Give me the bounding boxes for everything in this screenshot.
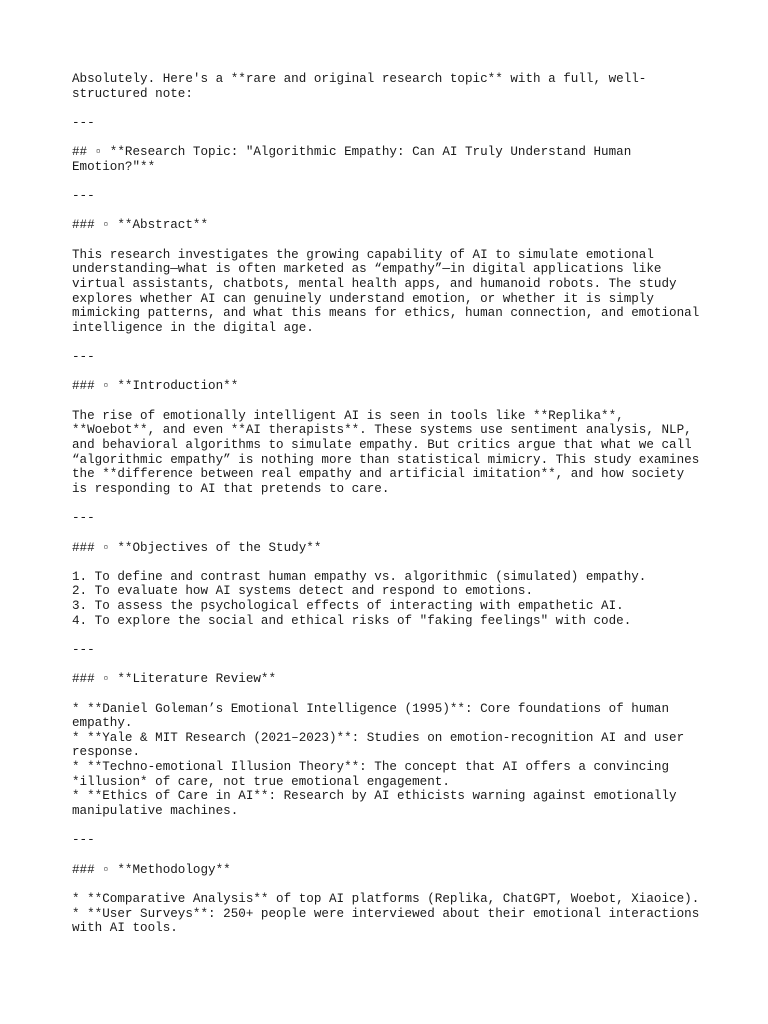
blank-line	[72, 526, 712, 541]
text-line: * **User Surveys**: 250+ people were interviewed about their emotional interactions	[72, 906, 700, 921]
text-line: * **Daniel Goleman’s Emotional Intelligence (1995)**: Core foundations of human	[72, 701, 670, 716]
text-line: ---	[72, 350, 95, 365]
text-line: mimicking patterns, and what this means for ethics, human connection, and emotional	[72, 306, 700, 321]
blank-line	[72, 877, 712, 892]
blank-line	[72, 658, 712, 673]
text-line: 1. To define and contrast human empathy vs. algorithmic (simulated) empathy.	[72, 569, 647, 584]
text-line: understanding—what is often marketed as “empathy”—in digital applications like	[72, 262, 662, 277]
text-line: “algorithmic empathy” is nothing more than statistical mimicry. This study examines	[72, 452, 700, 467]
blank-line	[72, 819, 712, 834]
text-line: ---	[72, 189, 95, 204]
text-line: * **Ethics of Care in AI**: Research by AI ethicists warning against emotionally	[72, 789, 677, 804]
text-line: * **Yale & MIT Research (2021–2023)**: Studies on emotion-recognition AI and user	[72, 730, 685, 745]
blank-line	[72, 497, 712, 512]
text-line: with AI tools.	[72, 921, 178, 936]
blank-line	[72, 365, 712, 380]
text-line: ---	[72, 642, 95, 657]
blank-line	[72, 848, 712, 863]
text-line: manipulative machines.	[72, 804, 239, 819]
blank-line	[72, 394, 712, 409]
text-line: **Woebot**, and even **AI therapists**. These systems use sentiment analysis, NLP,	[72, 423, 692, 438]
text-line: 3. To assess the psychological effects of interacting with empathetic AI.	[72, 599, 624, 614]
text-line: The rise of emotionally intelligent AI is seen in tools like **Replika**,	[72, 408, 624, 423]
text-line: ## ▫ **Research Topic: "Algorithmic Empathy: Can AI Truly Understand Human	[72, 145, 632, 160]
blank-line	[72, 555, 712, 570]
blank-line	[72, 204, 712, 219]
text-line: *illusion* of care, not true emotional engagement.	[72, 774, 450, 789]
blank-line	[72, 101, 712, 116]
text-line: ---	[72, 833, 95, 848]
text-line: ### ▫ **Objectives of the Study**	[72, 540, 322, 555]
text-line: Absolutely. Here's a **rare and original research topic** with a full, well-	[72, 72, 647, 86]
blank-line	[72, 336, 712, 351]
text-line: empathy.	[72, 716, 133, 731]
text-line: intelligence in the digital age.	[72, 320, 314, 335]
text-line: structured note:	[72, 86, 193, 101]
text-line: ---	[72, 115, 95, 130]
text-line: ### ▫ **Methodology**	[72, 862, 231, 877]
blank-line	[72, 131, 712, 146]
text-line: ### ▫ **Abstract**	[72, 218, 209, 233]
text-line: 2. To evaluate how AI systems detect and respond to emotions.	[72, 584, 534, 599]
text-line: ### ▫ **Introduction**	[72, 379, 239, 394]
text-line: ---	[72, 511, 95, 526]
document-page	[72, 72, 712, 936]
blank-line	[72, 233, 712, 248]
text-line: ### ▫ **Literature Review**	[72, 672, 277, 687]
text-line: * **Techno-emotional Illusion Theory**: The concept that AI offers a convincing	[72, 760, 670, 775]
text-line: the **difference between real empathy and artificial imitation**, and how society	[72, 467, 685, 482]
text-line: virtual assistants, chatbots, mental health apps, and humanoid robots. The study	[72, 276, 677, 291]
text-line: and behavioral algorithms to simulate empathy. But critics argue that what we call	[72, 438, 692, 453]
text-line: response.	[72, 745, 141, 760]
text-line: 4. To explore the social and ethical risks of "faking feelings" with code.	[72, 613, 632, 628]
text-line: This research investigates the growing capability of AI to simulate emotional	[72, 247, 654, 262]
text-line: Emotion?"**	[72, 159, 156, 174]
text-line: * **Comparative Analysis** of top AI platforms (Replika, ChatGPT, Woebot, Xiaoice).	[72, 891, 700, 906]
blank-line	[72, 687, 712, 702]
text-line: explores whether AI can genuinely understand emotion, or whether it is simply	[72, 291, 654, 306]
text-line: is responding to AI that pretends to care.	[72, 481, 390, 496]
blank-line	[72, 628, 712, 643]
blank-line	[72, 174, 712, 189]
